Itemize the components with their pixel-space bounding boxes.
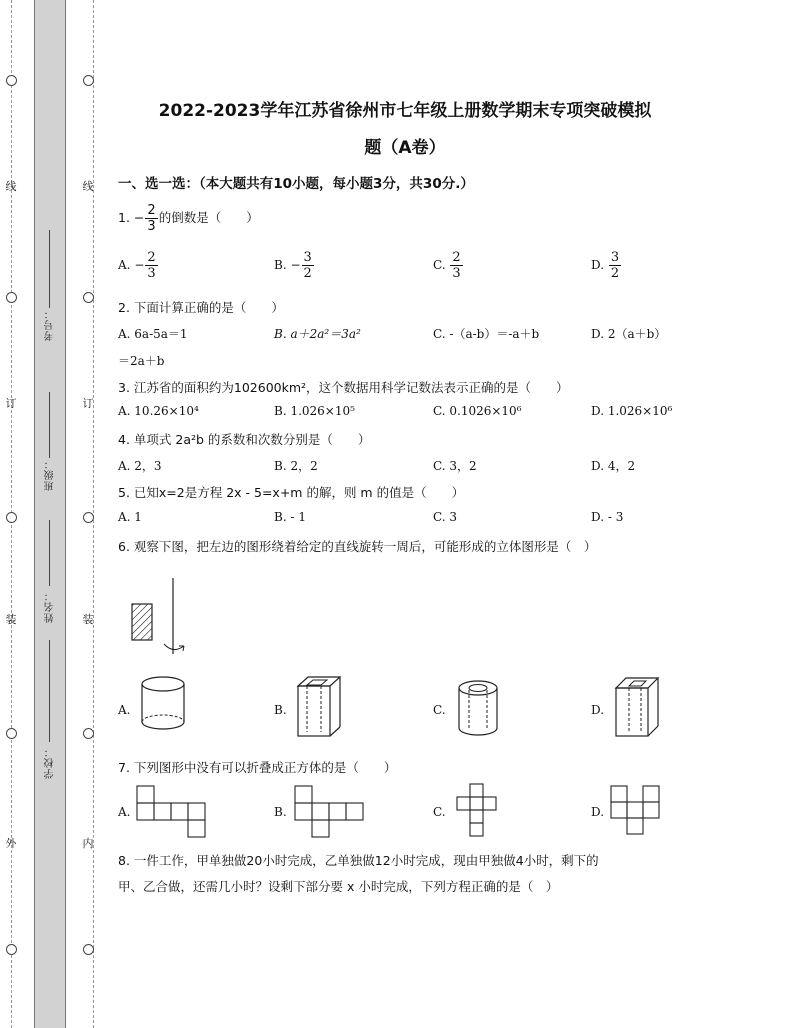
name-label: 姓名：	[45, 590, 56, 623]
binding-hole	[83, 944, 94, 955]
binding-hole	[6, 75, 17, 86]
hatched-rectangle	[132, 604, 152, 640]
q4-option-d[interactable]: D. 4，2	[591, 459, 636, 473]
binding-hole	[6, 292, 17, 303]
cube-net-a-icon	[136, 785, 208, 839]
section-heading: 一、选一选：（本大题共有10小题，每小题3分，共30分.）	[118, 176, 474, 192]
cube-net-d-icon	[610, 785, 666, 837]
q6-option-b[interactable]: B.	[274, 703, 287, 717]
question-2: 2. 下面计算正确的是（ ）	[118, 300, 284, 315]
q1-fraction: $\frac{2}{3}$	[147, 203, 156, 234]
q5-option-a[interactable]: A. 1	[118, 510, 142, 524]
inner-char: 订	[82, 397, 94, 410]
binding-hole	[6, 512, 17, 523]
exam-number-label: 考号：	[45, 308, 56, 341]
q2-option-d[interactable]: D. 2（a＋b）	[591, 327, 667, 341]
field-underline	[49, 640, 50, 742]
binding-hole	[83, 728, 94, 739]
outer-char: 外	[5, 837, 17, 850]
binding-hole	[83, 75, 94, 86]
q2-option-c[interactable]: C. -（a-b）＝-a＋b	[433, 327, 540, 341]
question-8-line1: 8. 一件工作，甲单独做20小时完成，乙单独做12小时完成，现由甲独做4小时，剩下的	[118, 853, 599, 868]
binding-strip	[34, 0, 66, 1028]
binding-hole	[6, 944, 17, 955]
q1-text: 的倒数是（ ）	[158, 210, 259, 225]
hollow-cylinder-icon	[455, 678, 501, 740]
q5-option-c[interactable]: C. 3	[433, 510, 458, 524]
q1-option-d[interactable]: D. $\frac{3}{2}$	[591, 250, 620, 281]
school-label: 学校：	[45, 746, 56, 779]
q1-number: 1.	[118, 210, 130, 225]
hollow-box-icon	[294, 674, 344, 740]
rotation-figure	[126, 576, 196, 658]
q4-option-c[interactable]: C. 3，2	[433, 459, 477, 473]
outer-char: 线	[5, 180, 17, 193]
q6-option-d[interactable]: D.	[591, 703, 605, 717]
question-3: 3. 江苏省的面积约为102600km²，这个数据用科学记数法表示正确的是（ ）	[118, 380, 569, 395]
q7-option-d[interactable]: D.	[591, 805, 605, 819]
q1-option-c[interactable]: C. $\frac{2}{3}$	[433, 250, 461, 281]
q2-option-a[interactable]: A. 6a-5a＝1	[118, 327, 188, 341]
cube-net-c-icon	[452, 783, 508, 839]
outer-char: 装	[5, 613, 17, 626]
q2-option-d-cont: ＝2a＋b	[118, 354, 165, 368]
question-7: 7. 下列图形中没有可以折叠成正方体的是（ ）	[118, 760, 397, 775]
q7-option-b[interactable]: B.	[274, 805, 287, 819]
outer-char: 订	[5, 397, 17, 410]
q6-option-c[interactable]: C.	[433, 703, 446, 717]
q3-option-a[interactable]: A. 10.26×10⁴	[118, 404, 199, 418]
field-underline	[49, 230, 50, 308]
q4-option-a[interactable]: A. 2，3	[118, 459, 162, 473]
q4-option-b[interactable]: B. 2，2	[274, 459, 318, 473]
inner-char: 线	[82, 180, 94, 193]
q3-option-b[interactable]: B. 1.026×10⁵	[274, 404, 355, 418]
cylinder-icon	[138, 674, 188, 734]
cube-net-b-icon	[294, 785, 366, 839]
q5-option-b[interactable]: B. - 1	[274, 510, 306, 524]
field-underline	[49, 392, 50, 458]
q6-option-a[interactable]: A.	[118, 703, 131, 717]
binding-hole	[6, 728, 17, 739]
binding-hole	[83, 512, 94, 523]
q3-option-d[interactable]: D. 1.026×10⁶	[591, 404, 673, 418]
page-title-cont: 题（A卷）	[364, 138, 446, 158]
question-5: 5. 已知x=2是方程 2x - 5=x+m 的解，则 m 的值是（ ）	[118, 485, 465, 500]
question-1	[118, 203, 259, 234]
q3-option-c[interactable]: C. 0.1026×10⁶	[433, 404, 522, 418]
q7-option-a[interactable]: A.	[118, 805, 131, 819]
q2-option-b[interactable]: B. a＋2a²＝3a²	[274, 327, 361, 341]
binding-hole	[83, 292, 94, 303]
q7-option-c[interactable]: C.	[433, 805, 446, 819]
class-label: 班级：	[45, 458, 56, 491]
square-hole-box-icon	[612, 674, 662, 740]
rotation-arrow	[164, 644, 184, 650]
question-6: 6. 观察下图，把左边的图形绕着给定的直线旋转一周后，可能形成的立体图形是（ ）	[118, 539, 597, 554]
q1-option-b[interactable]: B. − $\frac{3}{2}$	[274, 250, 312, 281]
question-8-line2: 甲、乙合做，还需几小时？设剩下部分要 x 小时完成，下列方程正确的是（ ）	[118, 879, 559, 894]
question-4: 4. 单项式 2a²b 的系数和次数分别是（ ）	[118, 432, 371, 447]
inner-char: 装	[82, 613, 94, 626]
inner-char: 内	[82, 837, 94, 850]
q5-option-d[interactable]: D. - 3	[591, 510, 624, 524]
field-underline	[49, 520, 50, 586]
q1-sign: −	[133, 210, 145, 225]
page-title: 2022-2023学年江苏省徐州市七年级上册数学期末专项突破模拟	[158, 101, 652, 121]
q1-option-a[interactable]: A. − $\frac{2}{3}$	[118, 250, 156, 281]
